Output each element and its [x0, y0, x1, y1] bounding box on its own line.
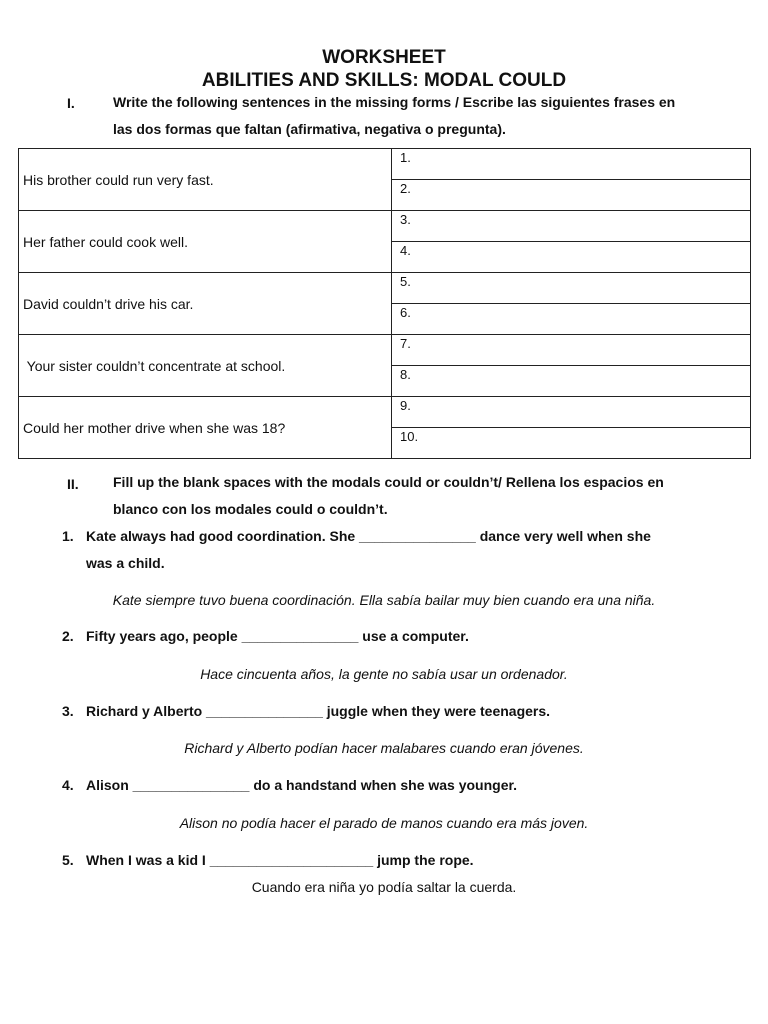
section-2-instruction-line1: Fill up the blank spaces with the modals could or couldn’t/ Rellena los espacios en [113, 474, 664, 490]
answer-cell[interactable]: 7. [392, 335, 751, 366]
answer-cell[interactable]: 10. [392, 428, 751, 459]
item-translation: Kate siempre tuvo buena coordinación. Ella sabía bailar muy bien cuando era una niña. [112, 592, 656, 608]
answer-cell[interactable]: 2. [392, 180, 751, 211]
table-row [19, 273, 751, 304]
item-question[interactable]: Fifty years ago, people _______________ use a computer. [86, 628, 469, 644]
section-2-instructions [113, 469, 733, 523]
item-number: 2. [62, 628, 74, 644]
sentence-cell: Her father could cook well. [19, 211, 392, 273]
item-translation: Richard y Alberto podían hacer malabares cuando eran jóvenes. [184, 740, 584, 756]
table-row [19, 211, 751, 242]
item-number: 5. [62, 852, 74, 868]
table-row [19, 397, 751, 428]
exercise-table [18, 148, 751, 459]
sentence-cell: David couldn’t drive his car. [19, 273, 392, 335]
section-2-instruction-line2: blanco con los modales could o couldn’t. [113, 501, 388, 517]
answer-cell[interactable]: 9. [392, 397, 751, 428]
sentence-cell: Your sister couldn’t concentrate at school. [19, 335, 392, 397]
item-question[interactable]: Richard y Alberto _______________ juggle when they were teenagers. [86, 703, 551, 719]
sentence-cell: His brother could run very fast. [19, 149, 392, 211]
exercise-item [62, 523, 712, 577]
item-question-line2: was a child. [86, 555, 165, 571]
item-translation: Cuando era niña yo podía saltar la cuerda. [251, 879, 517, 895]
item-number: 1. [62, 528, 74, 544]
answer-cell[interactable]: 3. [392, 211, 751, 242]
item-question[interactable]: Alison _______________ do a handstand when she was younger. [86, 777, 518, 793]
table-row [19, 149, 751, 180]
worksheet-subtitle: ABILITIES AND SKILLS: MODAL COULD [201, 70, 567, 91]
answer-cell[interactable]: 8. [392, 366, 751, 397]
item-number: 3. [62, 703, 74, 719]
answer-cell[interactable]: 5. [392, 273, 751, 304]
answer-cell[interactable]: 1. [392, 149, 751, 180]
section-1-instructions [113, 89, 733, 143]
item-question[interactable] [86, 523, 712, 577]
item-translation: Alison no podía hacer el parado de manos cuando era más joven. [179, 815, 589, 831]
answer-cell[interactable]: 6. [392, 304, 751, 335]
section-1-number: I. [67, 95, 75, 111]
section-2-number: II. [67, 476, 79, 492]
item-translation: Hace cincuenta años, la gente no sabía usar un ordenador. [200, 666, 568, 682]
item-question-line1: Kate always had good coordination. She _______________ dance very well when she [86, 528, 651, 544]
worksheet-title: WORKSHEET [322, 47, 446, 68]
table-row [19, 335, 751, 366]
answer-cell[interactable]: 4. [392, 242, 751, 273]
item-question[interactable]: When I was a kid I _____________________ jump the rope. [86, 852, 474, 868]
item-number: 4. [62, 777, 74, 793]
section-1-instruction-line1: Write the following sentences in the missing forms / Escribe las siguientes frases en [113, 94, 676, 110]
sentence-cell: Could her mother drive when she was 18? [19, 397, 392, 459]
section-1-instruction-line2: las dos formas que faltan (afirmativa, negativa o pregunta). [113, 121, 506, 137]
